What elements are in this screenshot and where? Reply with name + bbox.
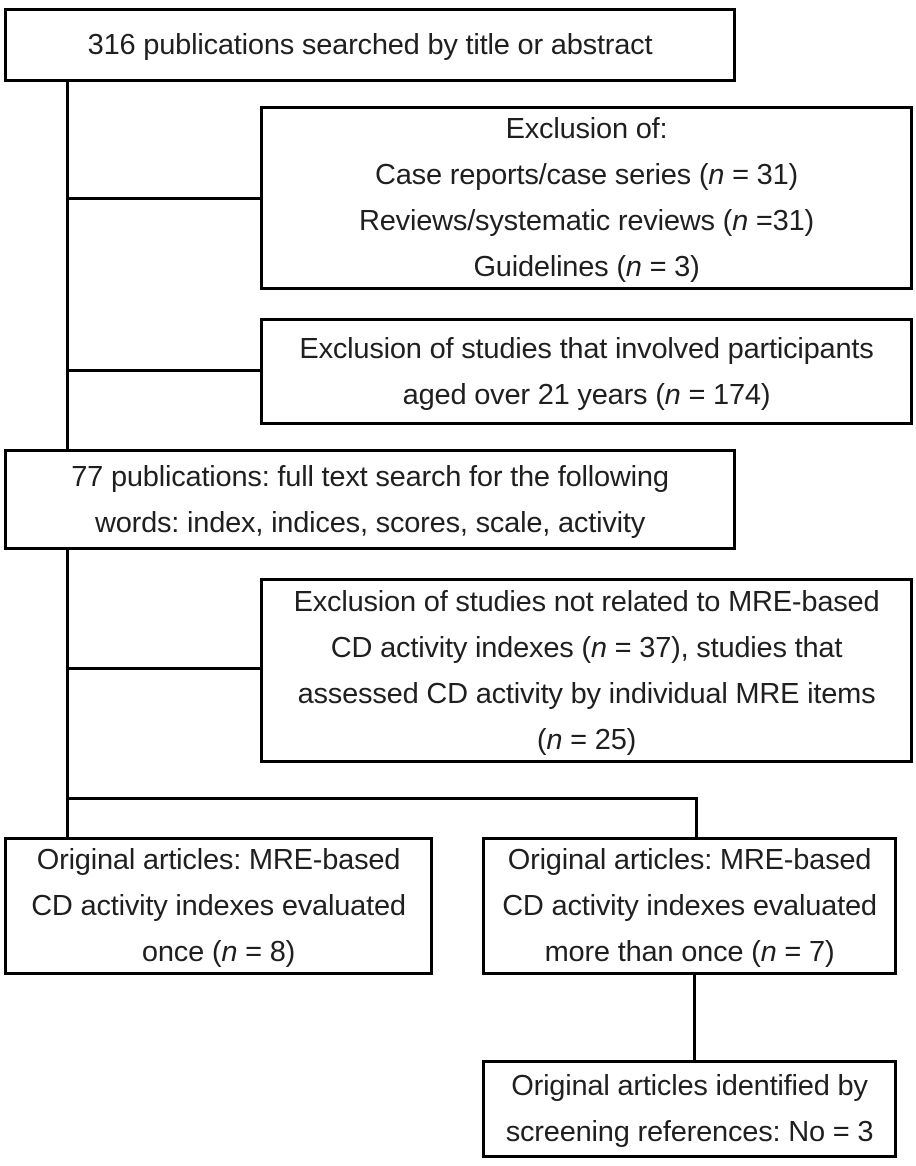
connector-line	[69, 667, 260, 670]
box-text-line: Case reports/case series (n = 31)	[375, 159, 798, 191]
box-text-line: Exclusion of studies not related to MRE-based	[293, 585, 880, 618]
box-text-line: Exclusion of:	[505, 113, 668, 145]
box-text-line: Original articles: MRE-based	[36, 844, 401, 876]
box-evaluated-more-than-once	[482, 837, 897, 975]
box-text-line: 316 publications searched by title or abstract	[87, 29, 653, 61]
box-text-line: 77 publications: full text search for the following	[71, 460, 669, 493]
box-text-line: CD activity indexes evaluated	[31, 890, 406, 922]
box-text-line: aged over 21 years (n = 174)	[402, 378, 771, 411]
box-text-line: Original articles identified by	[511, 1070, 868, 1102]
connector-line	[69, 369, 260, 372]
box-text-line: CD activity indexes (n = 37), studies that	[330, 631, 843, 664]
box-screening-references	[482, 1060, 897, 1158]
box-text-line: more than once (n = 7)	[544, 936, 835, 968]
connector-line	[66, 797, 698, 800]
box-evaluated-once	[4, 837, 433, 975]
box-text-line: words: index, indices, scores, scale, activity	[94, 506, 646, 539]
connector-line	[695, 797, 698, 837]
box-exclusion-age	[260, 318, 913, 425]
box-text-line: Reviews/systematic reviews (n =31)	[359, 205, 814, 237]
box-text-line: Original articles: MRE-based	[507, 844, 872, 876]
box-publications-searched	[4, 8, 736, 82]
connector-line	[66, 550, 69, 837]
box-exclusion-not-mre-related	[260, 578, 913, 763]
box-text-line: (n = 25)	[536, 723, 637, 756]
box-text-line: Guidelines (n = 3)	[473, 251, 700, 283]
box-text-line: once (n = 8)	[141, 936, 296, 968]
box-fulltext-search	[4, 449, 736, 550]
box-exclusion-case-reports	[260, 106, 913, 290]
connector-line	[66, 82, 69, 449]
connector-line	[69, 197, 260, 200]
box-text-line: CD activity indexes evaluated	[502, 890, 877, 922]
box-text-line: screening references: No = 3	[505, 1116, 874, 1148]
connector-line	[693, 975, 696, 1060]
box-text-line: assessed CD activity by individual MRE items	[297, 677, 876, 710]
box-text-line: Exclusion of studies that involved participants	[299, 332, 874, 365]
